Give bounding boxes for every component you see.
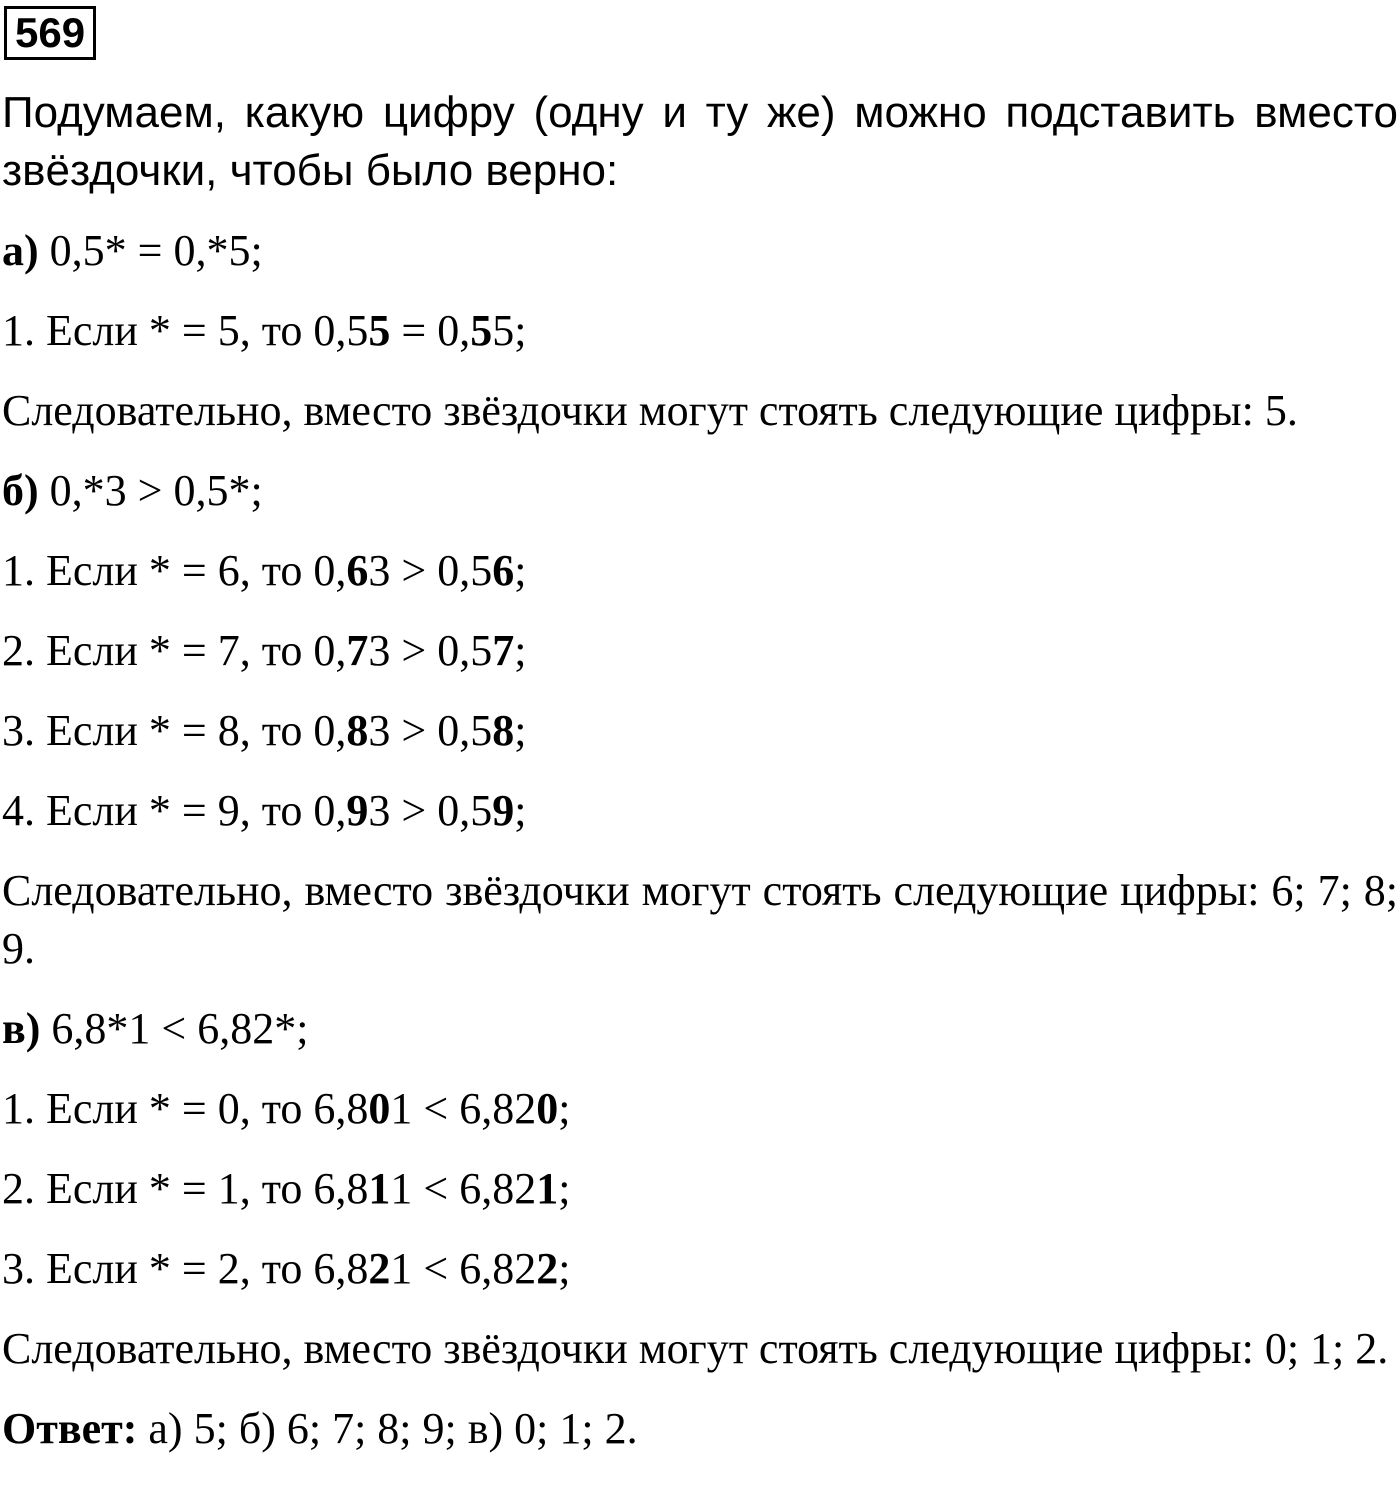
case-prefix: 1. Если * = 5, то 0,5 — [2, 306, 369, 355]
case-prefix: 4. Если * = 9, то 0, — [2, 786, 347, 835]
intro-paragraph: Подумаем, какую цифру (одну и ту же) можно подставить вместо звёздочки, чтобы было верно: — [2, 88, 1398, 195]
case-middle: 1 < 6,82 — [390, 1164, 537, 1213]
case-suffix: ; — [558, 1084, 571, 1133]
case-suffix: ; — [514, 786, 527, 835]
case-bold-digit: 5 — [368, 306, 391, 355]
part-a-conclusion: Следовательно, вместо звёздочки могут стоять следующие цифры: 5. — [2, 386, 1298, 435]
case-suffix: ; — [558, 1164, 571, 1213]
case-prefix: 3. Если * = 8, то 0, — [2, 706, 347, 755]
answer-line — [2, 1400, 1398, 1458]
case-prefix: 1. Если * = 6, то 0, — [2, 546, 347, 595]
part-c-expression: 6,8*1 < 6,82*; — [40, 1004, 309, 1053]
part-c-label: в) — [2, 1004, 41, 1053]
case-middle: = 0, — [390, 306, 471, 355]
part-b-statement — [2, 462, 1398, 520]
case-bold-digit: 7 — [492, 626, 515, 675]
case-prefix: 2. Если * = 1, то 6,8 — [2, 1164, 369, 1213]
part-c-case-3 — [2, 1240, 1398, 1298]
part-b-case-4 — [2, 782, 1398, 840]
case-prefix: 2. Если * = 7, то 0, — [2, 626, 347, 675]
case-bold-digit: 7 — [346, 626, 369, 675]
part-b-expression: 0,*3 > 0,5*; — [38, 466, 263, 515]
case-middle: 3 > 0,5 — [368, 706, 493, 755]
case-prefix: 1. Если * = 0, то 6,8 — [2, 1084, 369, 1133]
part-a-statement — [2, 222, 1398, 280]
case-suffix: ; — [514, 706, 527, 755]
case-suffix: ; — [514, 626, 527, 675]
case-middle: 1 < 6,82 — [390, 1244, 537, 1293]
part-b-conclusion: Следовательно, вместо звёздочки могут стоять следующие цифры: 6; 7; 8; 9. — [2, 866, 1398, 973]
answer-text: а) 5; б) 6; 7; 8; 9; в) 0; 1; 2. — [137, 1404, 638, 1453]
case-bold-digit: 5 — [470, 306, 493, 355]
case-bold-digit: 2 — [368, 1244, 391, 1293]
case-bold-digit: 0 — [536, 1084, 559, 1133]
part-b-case-3 — [2, 702, 1398, 760]
case-middle: 3 > 0,5 — [368, 626, 493, 675]
solution-content — [2, 84, 1398, 1458]
case-suffix: ; — [558, 1244, 571, 1293]
case-middle: 3 > 0,5 — [368, 546, 493, 595]
case-bold-digit: 1 — [536, 1164, 559, 1213]
case-bold-digit: 8 — [346, 706, 369, 755]
part-c-statement — [2, 1000, 1398, 1058]
part-b-case-1 — [2, 542, 1398, 600]
case-bold-digit: 8 — [492, 706, 515, 755]
case-suffix: ; — [514, 546, 527, 595]
case-middle: 1 < 6,82 — [390, 1084, 537, 1133]
case-middle: 3 > 0,5 — [368, 786, 493, 835]
case-suffix: 5; — [492, 306, 527, 355]
part-c-conclusion: Следовательно, вместо звёздочки могут стоять следующие цифры: 0; 1; 2. — [2, 1324, 1389, 1373]
part-c-case-2 — [2, 1160, 1398, 1218]
case-bold-digit: 0 — [368, 1084, 391, 1133]
case-bold-digit: 9 — [492, 786, 515, 835]
answer-label: Ответ: — [2, 1404, 138, 1453]
part-b-case-2 — [2, 622, 1398, 680]
case-bold-digit: 9 — [346, 786, 369, 835]
part-a-expression: 0,5* = 0,*5; — [38, 226, 263, 275]
case-bold-digit: 6 — [492, 546, 515, 595]
case-bold-digit: 1 — [368, 1164, 391, 1213]
part-b-label: б) — [2, 466, 39, 515]
case-prefix: 3. Если * = 2, то 6,8 — [2, 1244, 369, 1293]
part-c-case-1 — [2, 1080, 1398, 1138]
part-a-case-1 — [2, 302, 1398, 360]
task-number-box: 569 — [4, 6, 96, 60]
part-a-label: а) — [2, 226, 39, 275]
case-bold-digit: 6 — [346, 546, 369, 595]
case-bold-digit: 2 — [536, 1244, 559, 1293]
